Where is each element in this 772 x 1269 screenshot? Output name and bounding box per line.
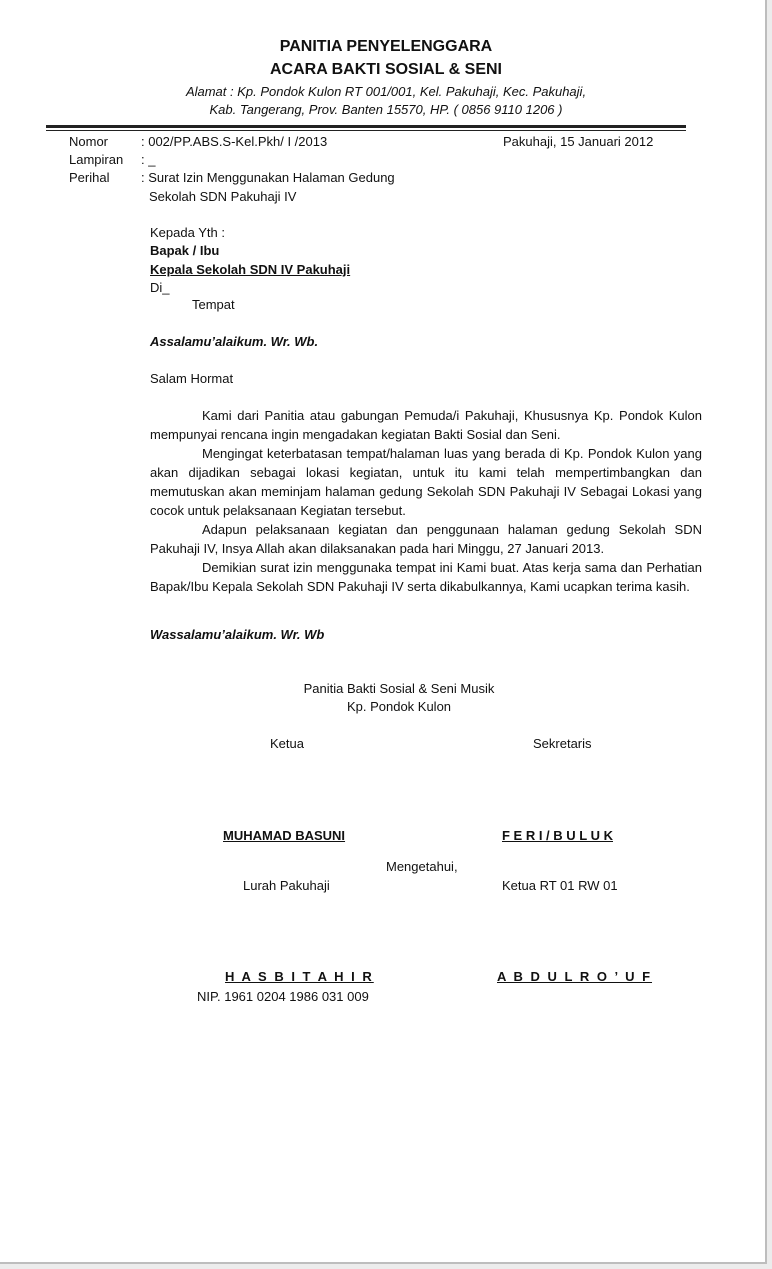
rt-signatory: A B D U L R O ’ U F	[497, 969, 653, 984]
ketua-label: Ketua	[270, 736, 304, 751]
ketua-signatory: MUHAMAD BASUNI	[223, 828, 346, 843]
letterhead-address-line-2: Kab. Tangerang, Prov. Banten 15570, HP. ( 0856 9110 1206 )	[209, 102, 563, 117]
letterhead-subtitle: ACARA BAKTI SOSIAL & SENI	[269, 61, 502, 78]
nomor-label: Nomor	[69, 134, 109, 149]
letterhead-rule-thick	[46, 125, 686, 128]
recipient-name: Bapak / Ibu	[150, 243, 220, 258]
perihal-label: Perihal	[69, 170, 110, 185]
sekretaris-signatory: F E R I / B U L U K	[502, 828, 613, 843]
body-paragraph-4: Demikian surat izin menggunaka tempat ini Kami buat. Atas kerja sama dan Perhatian Bapak/Ibu Kepala Sekolah SDN Pakuhaji IV serta dikabulkannya, Kami ucapkan terima kasih.	[150, 560, 702, 594]
closing-greeting: Wassalamu’alaikum. Wr. Wb	[150, 627, 325, 642]
recipient-role: Kepala Sekolah SDN IV Pakuhaji	[150, 262, 351, 277]
place-date: Pakuhaji, 15 Januari 2012	[503, 134, 654, 149]
recipient-tempat: Tempat	[192, 297, 235, 312]
salam-hormat: Salam Hormat	[150, 371, 234, 386]
body-paragraph-2: Mengingat keterbatasan tempat/halaman luas yang berada di Kp. Pondok Kulon yang akan dijadikan sebagai lokasi kegiatan, untuk itu kami telah mempertimbangkan dan memutuskan akan meminjam halaman gedung Sekolah SDN Pakuhaji IV Sebagai Lokasi yang cocok untuk pelaksanaan Kegiatan tersebut.	[150, 446, 702, 518]
rt-label: Ketua RT 01 RW 01	[502, 878, 618, 893]
greeting: Assalamu’alaikum. Wr. Wb.	[150, 334, 319, 349]
sekretaris-label: Sekretaris	[533, 736, 592, 751]
perihal-value-continued: Sekolah SDN Pakuhaji IV	[149, 189, 297, 204]
kepada-yth: Kepada Yth :	[150, 225, 225, 240]
letterhead-title: PANITIA PENYELENGGARA	[279, 38, 493, 55]
recipient-di: Di_	[150, 280, 170, 295]
organization-name: Panitia Bakti Sosial & Seni Musik	[303, 681, 495, 696]
body-paragraph-3: Adapun pelaksanaan kegiatan dan penggunaan halaman gedung Sekolah SDN Pakuhaji IV, Insya Allah akan dilaksanakan pada hari Minggu, 27 Januari 2013.	[150, 522, 702, 556]
organization-location: Kp. Pondok Kulon	[346, 699, 452, 714]
perihal-value: : Surat Izin Menggunakan Halaman Gedung	[141, 170, 395, 185]
letterhead-address-line-1: Alamat : Kp. Pondok Kulon RT 001/001, Kel. Pakuhaji, Kec. Pakuhaji,	[185, 84, 587, 99]
letter-body	[150, 406, 702, 596]
nomor-value: : 002/PP.ABS.S-Kel.Pkh/ I /2013	[141, 134, 328, 149]
mengetahui: Mengetahui,	[386, 859, 458, 874]
lurah-label: Lurah Pakuhaji	[243, 878, 330, 893]
body-paragraph-1: Kami dari Panitia atau gabungan Pemuda/i Pakuhaji, Khususnya Kp. Pondok Kulon mempunyai rencana ingin mengadakan kegiatan Bakti Sosial dan Seni.	[150, 408, 702, 442]
lurah-signatory: H A S B I T A H I R	[225, 969, 374, 984]
lampiran-value: : _	[141, 152, 156, 167]
lampiran-label: Lampiran	[69, 152, 124, 167]
letterhead-rule-thin	[46, 130, 686, 131]
lurah-nip: NIP. 1961 0204 1986 031 009	[197, 989, 369, 1004]
